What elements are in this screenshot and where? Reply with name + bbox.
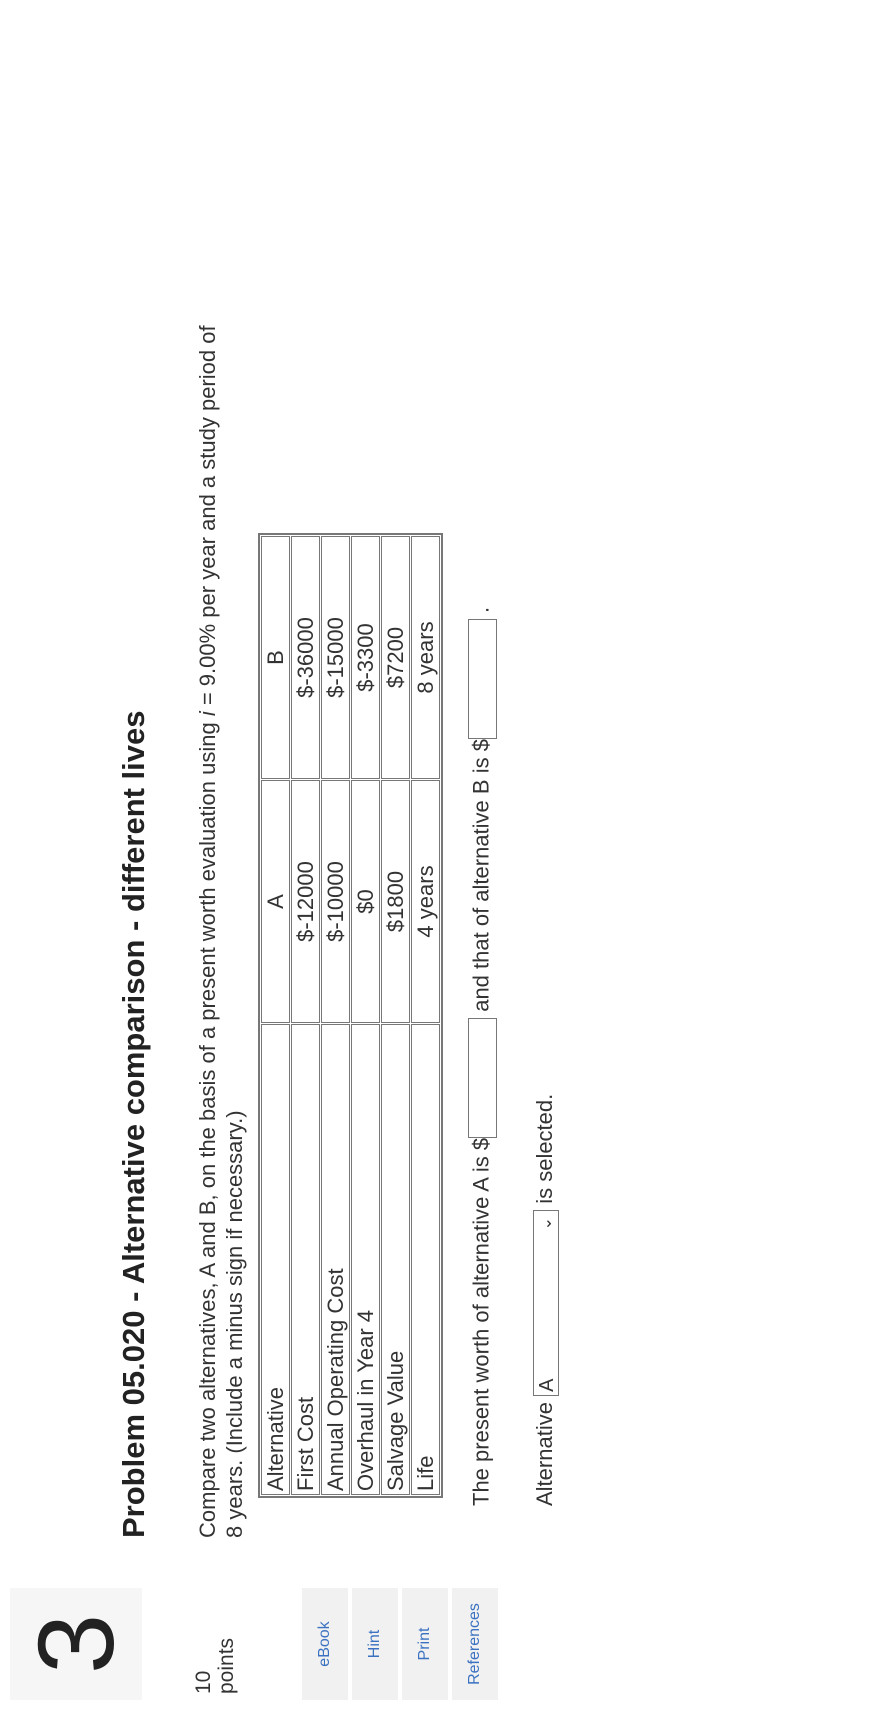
data-table [258,533,443,1498]
table-cell: 4 years [411,780,440,1023]
table-cell: $-15000 [321,536,350,779]
pw-text-2: and that of alternative B is $ [468,739,494,1018]
table-cell: $1800 [381,780,410,1023]
table-cell: $-36000 [291,536,320,779]
table-header-cell: A [261,780,290,1023]
prompt-text-1: Compare two alternatives, A and B, on the basis of a present worth evaluation using [195,716,220,1538]
table-cell: Life [411,1024,440,1495]
table-row [411,536,440,1495]
table-cell: $-12000 [291,780,320,1023]
table-cell: Annual Operating Cost [321,1024,350,1495]
ebook-button[interactable]: eBook [302,1588,348,1700]
question-number: 3 [10,1588,142,1700]
points-value: 10 [192,1670,215,1694]
table-cell: First Cost [291,1024,320,1495]
pw-b-input[interactable] [468,619,497,739]
problem-title: Problem 05.020 - Alternative comparison - different lives [116,710,151,1538]
table-header-cell: B [261,536,290,779]
prompt-variable: i [195,711,220,717]
table-cell: $-3300 [351,536,380,779]
prompt-text-2: = 9.00% per year and a study period of 8 years. (Include a minus sign if necessary.) [195,325,247,1538]
table-cell: Overhaul in Year 4 [351,1024,380,1495]
print-button[interactable]: Print [402,1588,448,1700]
table-cell: $7200 [381,536,410,779]
table-cell: $0 [351,780,380,1023]
table-cell: 8 years [411,536,440,779]
alternative-select[interactable] [533,1210,559,1396]
table-cell: Salvage Value [381,1024,410,1495]
select-suffix: is selected. [532,1093,557,1204]
points-box [192,1638,238,1694]
table-row [351,536,380,1495]
table-row [381,536,410,1495]
pw-a-input[interactable] [468,1018,497,1138]
pw-text-3: . [468,606,494,620]
sidebar-buttons [302,1588,502,1700]
select-prefix: Alternative [532,1402,557,1506]
table-header-cell: Alternative [261,1024,290,1495]
points-label: points [215,1637,238,1694]
table-header-row [261,536,290,1495]
present-worth-sentence [468,607,497,1506]
alternative-select-value: A [536,1378,559,1392]
references-button[interactable]: References [452,1588,498,1700]
selection-sentence [532,1094,559,1506]
pw-text-1: The present worth of alternative A is $ [468,1137,494,1506]
table-cell: $-10000 [321,780,350,1023]
problem-prompt [194,318,248,1538]
table-row [291,536,320,1495]
hint-button[interactable]: Hint [352,1588,398,1700]
chevron-down-icon: ⌄ [538,1216,556,1231]
table-row [321,536,350,1495]
